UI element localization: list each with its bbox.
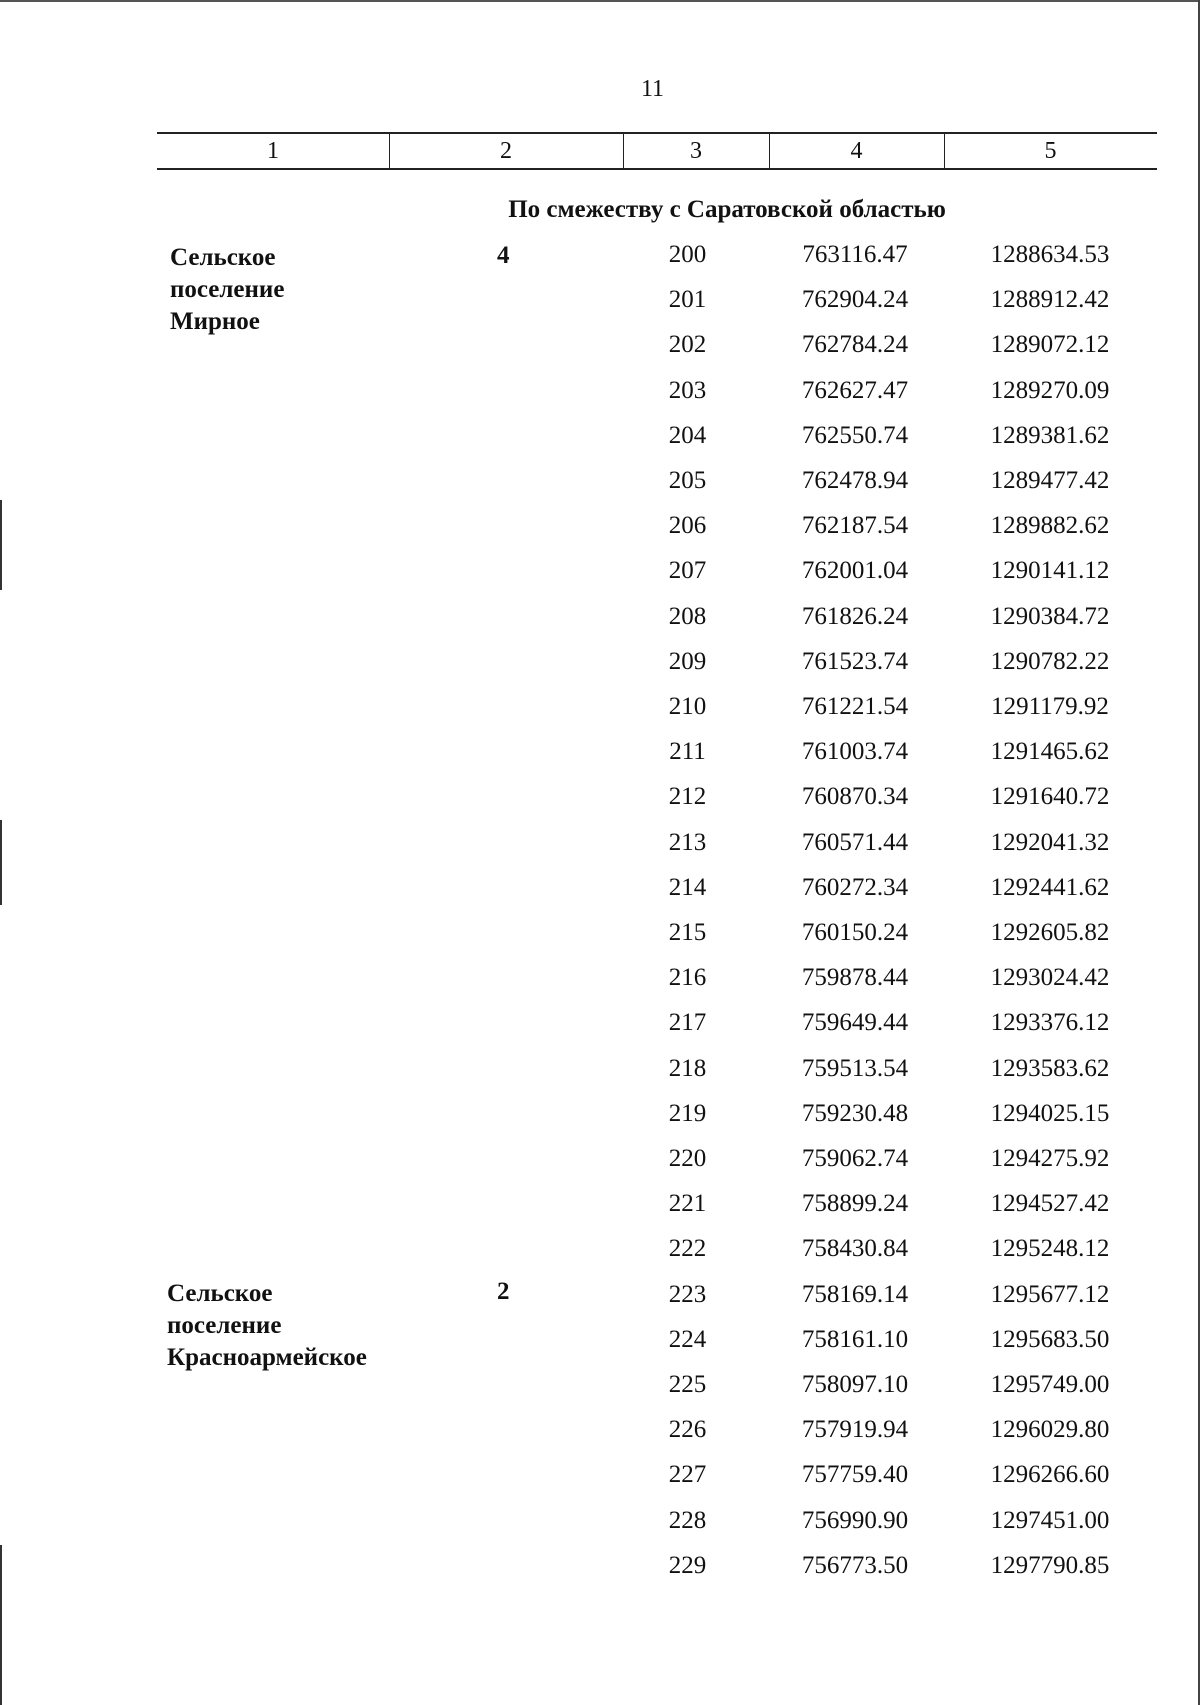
x-coordinate-cell: 761221.54 <box>801 693 909 720</box>
table-row <box>0 1461 1200 1506</box>
table-row <box>0 1371 1200 1416</box>
column-header: 3 <box>623 134 770 168</box>
table-row <box>0 1100 1200 1145</box>
table-row <box>0 422 1200 467</box>
table-row <box>0 1235 1200 1280</box>
x-coordinate-cell: 756773.50 <box>801 1551 909 1579</box>
x-coordinate-cell: 759649.44 <box>801 1009 909 1037</box>
y-coordinate-cell: 1289381.62 <box>990 421 1110 449</box>
settlement-name: Сельское поселение Мирное <box>170 244 285 335</box>
point-number-cell: 202 <box>668 331 707 359</box>
point-number-cell: 210 <box>668 693 707 720</box>
point-number-cell: 225 <box>668 1371 707 1398</box>
point-number-cell: 201 <box>668 286 707 314</box>
y-coordinate-cell: 1297790.85 <box>990 1551 1110 1579</box>
table-row <box>0 1009 1200 1054</box>
table-row <box>0 1281 1200 1326</box>
table-row <box>0 919 1200 964</box>
x-coordinate-cell: 762001.04 <box>801 557 909 585</box>
y-coordinate-cell: 1293376.12 <box>990 1009 1110 1037</box>
page-number: 11 <box>640 76 665 102</box>
x-coordinate-cell: 760870.34 <box>801 783 909 811</box>
point-number-cell: 228 <box>668 1506 707 1534</box>
point-number-cell: 224 <box>668 1325 707 1353</box>
settlement-count: 2 <box>497 1278 510 1305</box>
x-coordinate-cell: 759062.74 <box>801 1145 909 1172</box>
y-coordinate-cell: 1295749.00 <box>990 1371 1110 1398</box>
table-row <box>0 783 1200 828</box>
y-coordinate-cell: 1288634.53 <box>990 241 1110 268</box>
x-coordinate-cell: 762478.94 <box>801 467 909 494</box>
point-number-cell: 217 <box>668 1009 707 1037</box>
table-row <box>0 1552 1200 1597</box>
settlement-name: Сельское поселение Красноармейское <box>167 1280 367 1371</box>
column-header: 4 <box>769 134 945 168</box>
y-coordinate-cell: 1291179.92 <box>991 693 1109 720</box>
y-coordinate-cell: 1289270.09 <box>990 376 1110 404</box>
y-coordinate-cell: 1294275.92 <box>990 1145 1110 1172</box>
point-number-cell: 212 <box>668 783 707 811</box>
table-row <box>0 738 1200 783</box>
table-row <box>0 648 1200 693</box>
point-number-cell: 221 <box>668 1190 707 1218</box>
point-number-cell: 204 <box>668 421 707 449</box>
y-coordinate-cell: 1289072.12 <box>990 331 1110 359</box>
point-number-cell: 209 <box>668 647 707 675</box>
x-coordinate-cell: 760571.44 <box>801 828 909 856</box>
y-coordinate-cell: 1289882.62 <box>990 512 1110 540</box>
table-row <box>0 1190 1200 1235</box>
point-number-cell: 218 <box>668 1054 707 1082</box>
y-coordinate-cell: 1292441.62 <box>990 873 1110 901</box>
y-coordinate-cell: 1291640.72 <box>990 783 1110 811</box>
y-coordinate-cell: 1297451.00 <box>990 1506 1110 1534</box>
y-coordinate-cell: 1296266.60 <box>990 1461 1110 1489</box>
table-row <box>0 241 1200 286</box>
x-coordinate-cell: 762904.24 <box>801 286 909 314</box>
table-row <box>0 964 1200 1009</box>
table-row <box>0 693 1200 738</box>
x-coordinate-cell: 758161.10 <box>801 1325 909 1353</box>
x-coordinate-cell: 758430.84 <box>801 1235 909 1263</box>
x-coordinate-cell: 756990.90 <box>801 1506 909 1534</box>
table-row <box>0 557 1200 602</box>
point-number-cell: 229 <box>668 1551 707 1579</box>
point-number-cell: 211 <box>669 738 706 766</box>
y-coordinate-cell: 1288912.42 <box>990 286 1110 314</box>
y-coordinate-cell: 1290141.12 <box>990 557 1110 585</box>
table-row <box>0 1416 1200 1461</box>
x-coordinate-cell: 759878.44 <box>801 964 909 992</box>
column-header: 2 <box>389 134 624 168</box>
x-coordinate-cell: 758097.10 <box>801 1371 909 1398</box>
point-number-cell: 205 <box>668 467 707 494</box>
point-number-cell: 214 <box>668 873 707 901</box>
x-coordinate-cell: 760272.34 <box>801 873 909 901</box>
point-number-cell: 222 <box>668 1235 707 1263</box>
y-coordinate-cell: 1290384.72 <box>990 602 1110 630</box>
point-number-cell: 215 <box>668 919 707 946</box>
point-number-cell: 223 <box>668 1280 707 1308</box>
point-number-cell: 219 <box>668 1099 707 1127</box>
x-coordinate-cell: 762627.47 <box>801 376 909 404</box>
y-coordinate-cell: 1292041.32 <box>990 828 1110 856</box>
y-coordinate-cell: 1290782.22 <box>990 647 1110 675</box>
y-coordinate-cell: 1294025.15 <box>990 1099 1110 1127</box>
y-coordinate-cell: 1293024.42 <box>990 964 1110 992</box>
point-number-cell: 206 <box>668 512 707 540</box>
point-number-cell: 216 <box>668 964 707 992</box>
point-number-cell: 200 <box>668 241 707 268</box>
point-number-cell: 213 <box>668 828 707 856</box>
point-number-cell: 226 <box>668 1416 707 1444</box>
table-row <box>0 1326 1200 1371</box>
y-coordinate-cell: 1291465.62 <box>990 738 1110 766</box>
column-header: 5 <box>1044 138 1057 164</box>
table-row <box>0 1055 1200 1100</box>
point-number-cell: 227 <box>668 1461 707 1489</box>
y-coordinate-cell: 1294527.42 <box>990 1190 1110 1218</box>
table-row <box>0 512 1200 557</box>
table-row <box>0 467 1200 512</box>
point-number-cell: 207 <box>668 557 707 585</box>
x-coordinate-cell: 763116.47 <box>802 241 908 268</box>
table-row <box>0 1507 1200 1552</box>
x-coordinate-cell: 757759.40 <box>801 1461 909 1489</box>
x-coordinate-cell: 761826.24 <box>801 602 909 630</box>
column-header-row <box>157 132 1157 170</box>
x-coordinate-cell: 762187.54 <box>801 512 909 540</box>
section-title: По смежеству с Саратовской областью <box>508 196 946 223</box>
y-coordinate-cell: 1295677.12 <box>990 1280 1110 1308</box>
y-coordinate-cell: 1295683.50 <box>990 1325 1110 1353</box>
table-row <box>0 286 1200 331</box>
table-row <box>0 829 1200 874</box>
x-coordinate-cell: 759230.48 <box>801 1099 909 1127</box>
x-coordinate-cell: 759513.54 <box>801 1054 909 1082</box>
point-number-cell: 220 <box>668 1145 707 1172</box>
x-coordinate-cell: 757919.94 <box>801 1416 909 1444</box>
x-coordinate-cell: 762550.74 <box>801 421 909 449</box>
table-row <box>0 1145 1200 1190</box>
y-coordinate-cell: 1292605.82 <box>990 919 1110 946</box>
y-coordinate-cell: 1295248.12 <box>990 1235 1110 1263</box>
table-row <box>0 874 1200 919</box>
y-coordinate-cell: 1296029.80 <box>990 1416 1110 1444</box>
point-number-cell: 203 <box>668 376 707 404</box>
table-row <box>0 603 1200 648</box>
table-row <box>0 331 1200 376</box>
table-row <box>0 377 1200 422</box>
x-coordinate-cell: 760150.24 <box>801 919 909 946</box>
x-coordinate-cell: 761523.74 <box>801 647 909 675</box>
column-header: 1 <box>157 134 390 168</box>
x-coordinate-cell: 761003.74 <box>801 738 909 766</box>
point-number-cell: 208 <box>668 602 707 630</box>
page-border-top <box>0 0 1200 2</box>
y-coordinate-cell: 1293583.62 <box>990 1054 1110 1082</box>
settlement-count: 4 <box>497 242 510 269</box>
y-coordinate-cell: 1289477.42 <box>990 467 1110 494</box>
x-coordinate-cell: 762784.24 <box>801 331 909 359</box>
x-coordinate-cell: 758169.14 <box>801 1280 909 1308</box>
x-coordinate-cell: 758899.24 <box>801 1190 909 1218</box>
